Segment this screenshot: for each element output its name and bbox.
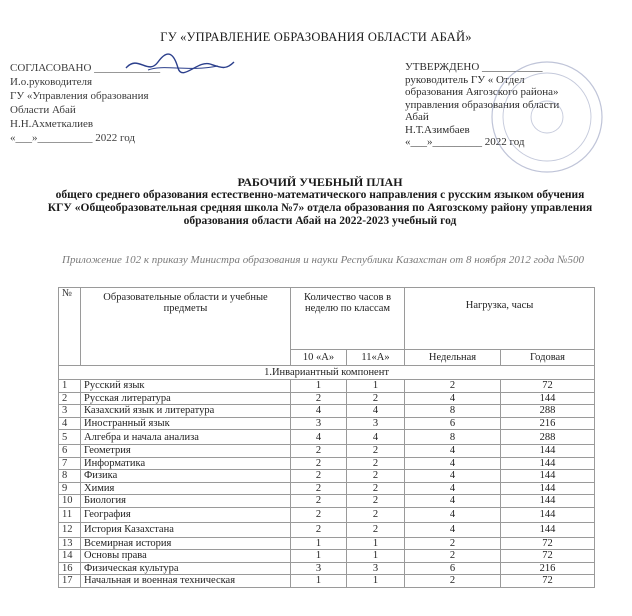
row-yearly: 216 [501,417,595,430]
document-school-line: КГУ «Общеобразовательная средняя школа №7» отдела образования по Аягозскому району управления образования области Абай на 2022-2023 учебный год [47,202,593,227]
row-grade-10: 2 [291,470,347,483]
table-row [59,507,595,522]
row-number: 4 [59,417,81,430]
approval-right-line: управления образования области [405,98,560,111]
row-number: 10 [59,495,81,508]
row-grade-11: 2 [347,522,405,537]
row-grade-10: 1 [291,380,347,393]
row-subject: Всемирная история [81,537,291,550]
row-subject: Физическая культура [81,562,291,575]
approval-left-line: «___»__________ 2022 год [10,132,136,144]
row-number: 12 [59,522,81,537]
official-stamp [488,58,606,176]
row-number: 13 [59,537,81,550]
row-weekly: 4 [405,470,501,483]
row-weekly: 8 [405,430,501,445]
row-yearly: 144 [501,495,595,508]
table-row [59,445,595,458]
row-yearly: 216 [501,562,595,575]
row-subject: Геометрия [81,445,291,458]
row-number: 9 [59,482,81,495]
row-grade-10: 2 [291,392,347,405]
row-grade-10: 2 [291,495,347,508]
row-subject: Основы права [81,550,291,563]
row-yearly: 72 [501,575,595,588]
row-number: 2 [59,392,81,405]
row-subject: Начальная и военная техническая [81,575,291,588]
section-title: 1.Инвариантный компонент [59,366,595,380]
row-grade-11: 3 [347,562,405,575]
row-subject: Казахский язык и литература [81,405,291,418]
row-subject: Русский язык [81,380,291,393]
row-number: 8 [59,470,81,483]
table-row [59,495,595,508]
signature-left [118,50,238,80]
approval-right-line: «___»_________ 2022 год [405,136,525,148]
row-grade-11: 2 [347,507,405,522]
row-grade-10: 2 [291,457,347,470]
row-number: 7 [59,457,81,470]
row-subject: История Казахстана [81,522,291,537]
row-subject: Биология [81,495,291,508]
row-weekly: 6 [405,562,501,575]
header-hours: Количество часов в неделю по классам [291,288,405,350]
row-yearly: 288 [501,430,595,445]
row-grade-10: 1 [291,575,347,588]
row-grade-11: 3 [347,417,405,430]
row-subject: Информатика [81,457,291,470]
appendix-note: Приложение 102 к приказу Министра образования и науки Республики Казахстан от 8 ноября 2012 года №500 [62,254,584,266]
curriculum-table [58,287,595,588]
approval-right-line: руководитель ГУ « Отдел [405,73,525,86]
subheader-weekly: Недельная [405,350,501,366]
header-subject: Образовательные области и учебные предметы [81,288,291,366]
row-yearly: 72 [501,537,595,550]
row-grade-11: 2 [347,482,405,495]
row-grade-10: 1 [291,550,347,563]
approval-left-line: ГУ «Управления образования [10,90,149,102]
section-row [59,366,595,380]
row-grade-11: 2 [347,392,405,405]
table-row [59,405,595,418]
subheader-yearly: Годовая [501,350,595,366]
row-grade-11: 2 [347,495,405,508]
subheader-grade-11: 11«А» [347,350,405,366]
subheader-grade-10: 10 «А» [291,350,347,366]
table-row [59,392,595,405]
row-number: 14 [59,550,81,563]
row-weekly: 8 [405,405,501,418]
row-yearly: 144 [501,392,595,405]
row-weekly: 2 [405,380,501,393]
row-number: 1 [59,380,81,393]
approval-left-line: Области Абай [10,104,76,116]
row-grade-11: 4 [347,405,405,418]
table-body [59,380,595,588]
row-weekly: 4 [405,445,501,458]
row-grade-11: 1 [347,575,405,588]
row-grade-10: 2 [291,507,347,522]
row-subject: Иностранный язык [81,417,291,430]
organization-heading: ГУ «УПРАВЛЕНИЕ ОБРАЗОВАНИЯ ОБЛАСТИ АБАЙ» [160,30,472,44]
table-row [59,537,595,550]
row-weekly: 4 [405,495,501,508]
row-weekly: 2 [405,537,501,550]
row-grade-10: 2 [291,482,347,495]
table-row [59,575,595,588]
row-number: 6 [59,445,81,458]
row-weekly: 4 [405,522,501,537]
row-number: 5 [59,430,81,445]
row-yearly: 144 [501,457,595,470]
table-row [59,550,595,563]
row-number: 16 [59,562,81,575]
row-weekly: 2 [405,575,501,588]
table-row [59,522,595,537]
table-row [59,380,595,393]
row-subject: Химия [81,482,291,495]
row-weekly: 4 [405,507,501,522]
row-subject: Русская литература [81,392,291,405]
row-subject: Физика [81,470,291,483]
table-row [59,457,595,470]
row-grade-10: 3 [291,417,347,430]
document-subtitle: общего среднего образования естественно-математического направления с русским языком обучения [55,189,585,201]
row-grade-10: 2 [291,445,347,458]
row-grade-10: 3 [291,562,347,575]
row-yearly: 72 [501,550,595,563]
row-grade-11: 2 [347,457,405,470]
approval-right-line: образования Аягозского района» [405,86,559,98]
table-row [59,430,595,445]
row-grade-11: 2 [347,470,405,483]
row-number: 17 [59,575,81,588]
row-grade-11: 1 [347,550,405,563]
approval-right-line: Н.Т.Азимбаев [405,123,470,136]
approval-right-line: УТВЕРЖДЕНО ___________ [405,61,543,73]
row-weekly: 4 [405,392,501,405]
header-load: Нагрузка, часы [405,288,595,350]
row-subject: Алгебра и начала анализа [81,430,291,445]
table-header-row [59,288,595,350]
approval-right-line: Абай [405,111,429,123]
approval-left-line: Н.Н.Ахметкалиев [10,118,94,130]
row-weekly: 4 [405,482,501,495]
row-yearly: 72 [501,380,595,393]
approval-left-line: СОГЛАСОВАНО ____________ [10,62,161,74]
row-grade-11: 4 [347,430,405,445]
approval-left-line: И.о.руководителя [10,76,93,88]
row-yearly: 144 [501,507,595,522]
header-number: № [59,288,81,366]
row-yearly: 144 [501,482,595,495]
table-row [59,482,595,495]
row-grade-11: 1 [347,380,405,393]
row-number: 3 [59,405,81,418]
row-grade-10: 4 [291,430,347,445]
table-row [59,417,595,430]
row-yearly: 144 [501,445,595,458]
row-grade-10: 2 [291,522,347,537]
row-number: 11 [59,507,81,522]
row-yearly: 144 [501,470,595,483]
table-row [59,562,595,575]
row-grade-10: 1 [291,537,347,550]
row-yearly: 288 [501,405,595,418]
document-title-block [40,176,600,228]
document-title: РАБОЧИЙ УЧЕБНЫЙ ПЛАН [237,175,403,189]
row-grade-11: 1 [347,537,405,550]
row-weekly: 2 [405,550,501,563]
row-weekly: 4 [405,457,501,470]
row-weekly: 6 [405,417,501,430]
row-subject: География [81,507,291,522]
row-grade-10: 4 [291,405,347,418]
row-grade-11: 2 [347,445,405,458]
table-row [59,470,595,483]
row-yearly: 144 [501,522,595,537]
